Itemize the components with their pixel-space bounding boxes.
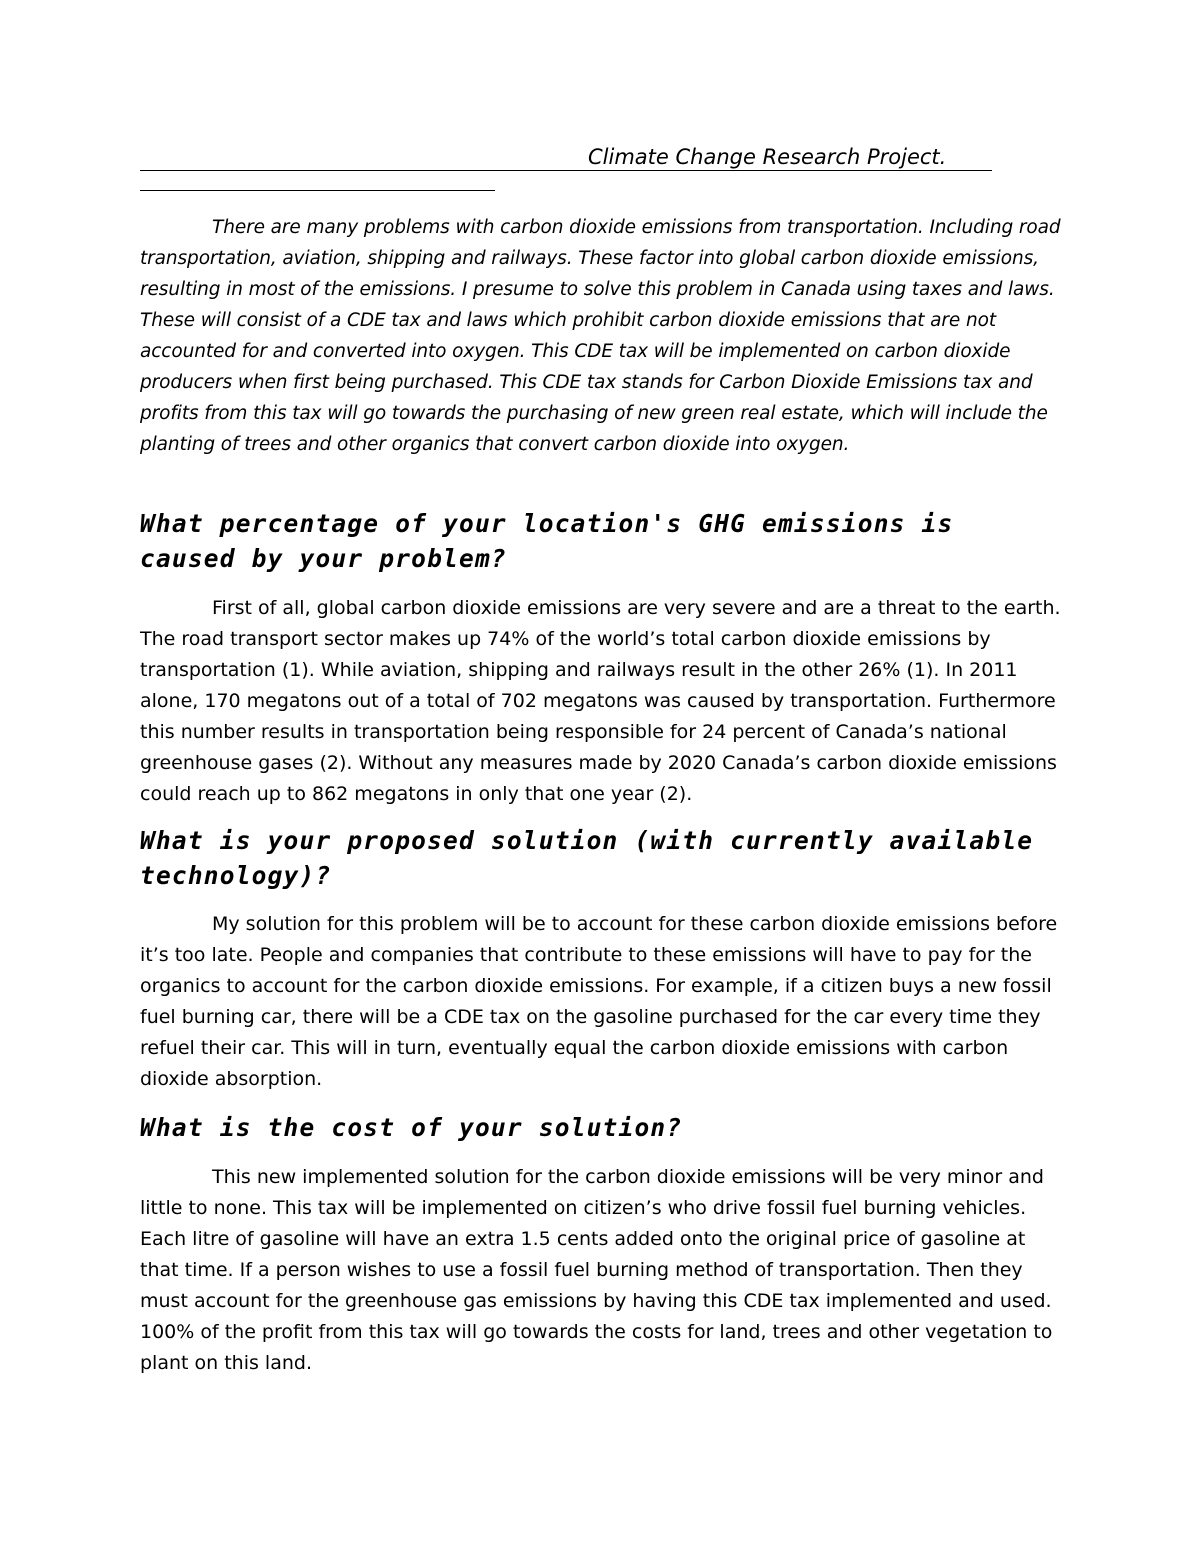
intro-paragraph: There are many problems with carbon dioxide emissions from transportation. Including road transportation, aviation, shipping and railways. These factor into global carbon dioxide emissions, resulting in most of the emissions. I presume to solve this problem in Canada using taxes and laws. These will consist of a CDE tax and laws which prohibit carbon dioxide emissions that are not accounted for and converted into oxygen. This CDE tax will be implemented on carbon dioxide producers when first being purchased. This CDE tax stands for Carbon Dioxide Emissions tax and profits from this tax will go towards the purchasing of new green real estate, which will include the planting of trees and other organics that convert carbon dioxide into oxygen. — [140, 217, 1061, 455]
section-body-proposed-solution: My solution for this problem will be to account for these carbon dioxide emissions before it’s too late. People and companies that contribute to these emissions will have to pay for the organics to account for the carbon dioxide emissions. For example, if a citizen buys a new fossil fuel burning car, there will be a CDE tax on the gasoline purchased for the car every time they refuel their car. This will in turn, eventually equal the carbon dioxide emissions with carbon dioxide absorption. — [140, 913, 1058, 1090]
section-body-ghg-percentage: First of all, global carbon dioxide emissions are very severe and are a threat to the earth. The road transport sector makes up 74% of the world’s total carbon dioxide emissions by transportation (1). While aviation, shipping and railways result in the other 26% (1). In 2011 alone, 170 megatons out of a total of 702 megatons was caused by transportation. Furthermore this number results in transportation being responsible for 24 percent of Canada’s national greenhouse gases (2). Without any measures made by 2020 Canada’s carbon dioxide emissions could reach up to 862 megatons in only that one year (2). — [140, 597, 1061, 805]
author-underline — [140, 190, 495, 191]
section-heading-ghg-percentage: What percentage of your location's GHG emissions is caused by your problem? — [140, 509, 954, 573]
document-title: Climate Change Research Project. — [588, 145, 947, 169]
section-heading-solution-cost: What is the cost of your solution? — [140, 1113, 683, 1142]
section-heading-proposed-solution: What is your proposed solution (with currently available technology)? — [140, 826, 1034, 890]
section-body-solution-cost: This new implemented solution for the carbon dioxide emissions will be very minor and little to none. This tax will be implemented on citizen’s who drive fossil fuel burning vehicles. Each litre of gasoline will have an extra 1.5 cents added onto the original price of gasoline at that time. If a person wishes to use a fossil fuel burning method of transportation. Then they must account for the greenhouse gas emissions by having this CDE tax implemented and used. 100% of the profit from this tax will go towards the costs for land, trees and other vegetation to plant on this land. — [140, 1166, 1053, 1374]
